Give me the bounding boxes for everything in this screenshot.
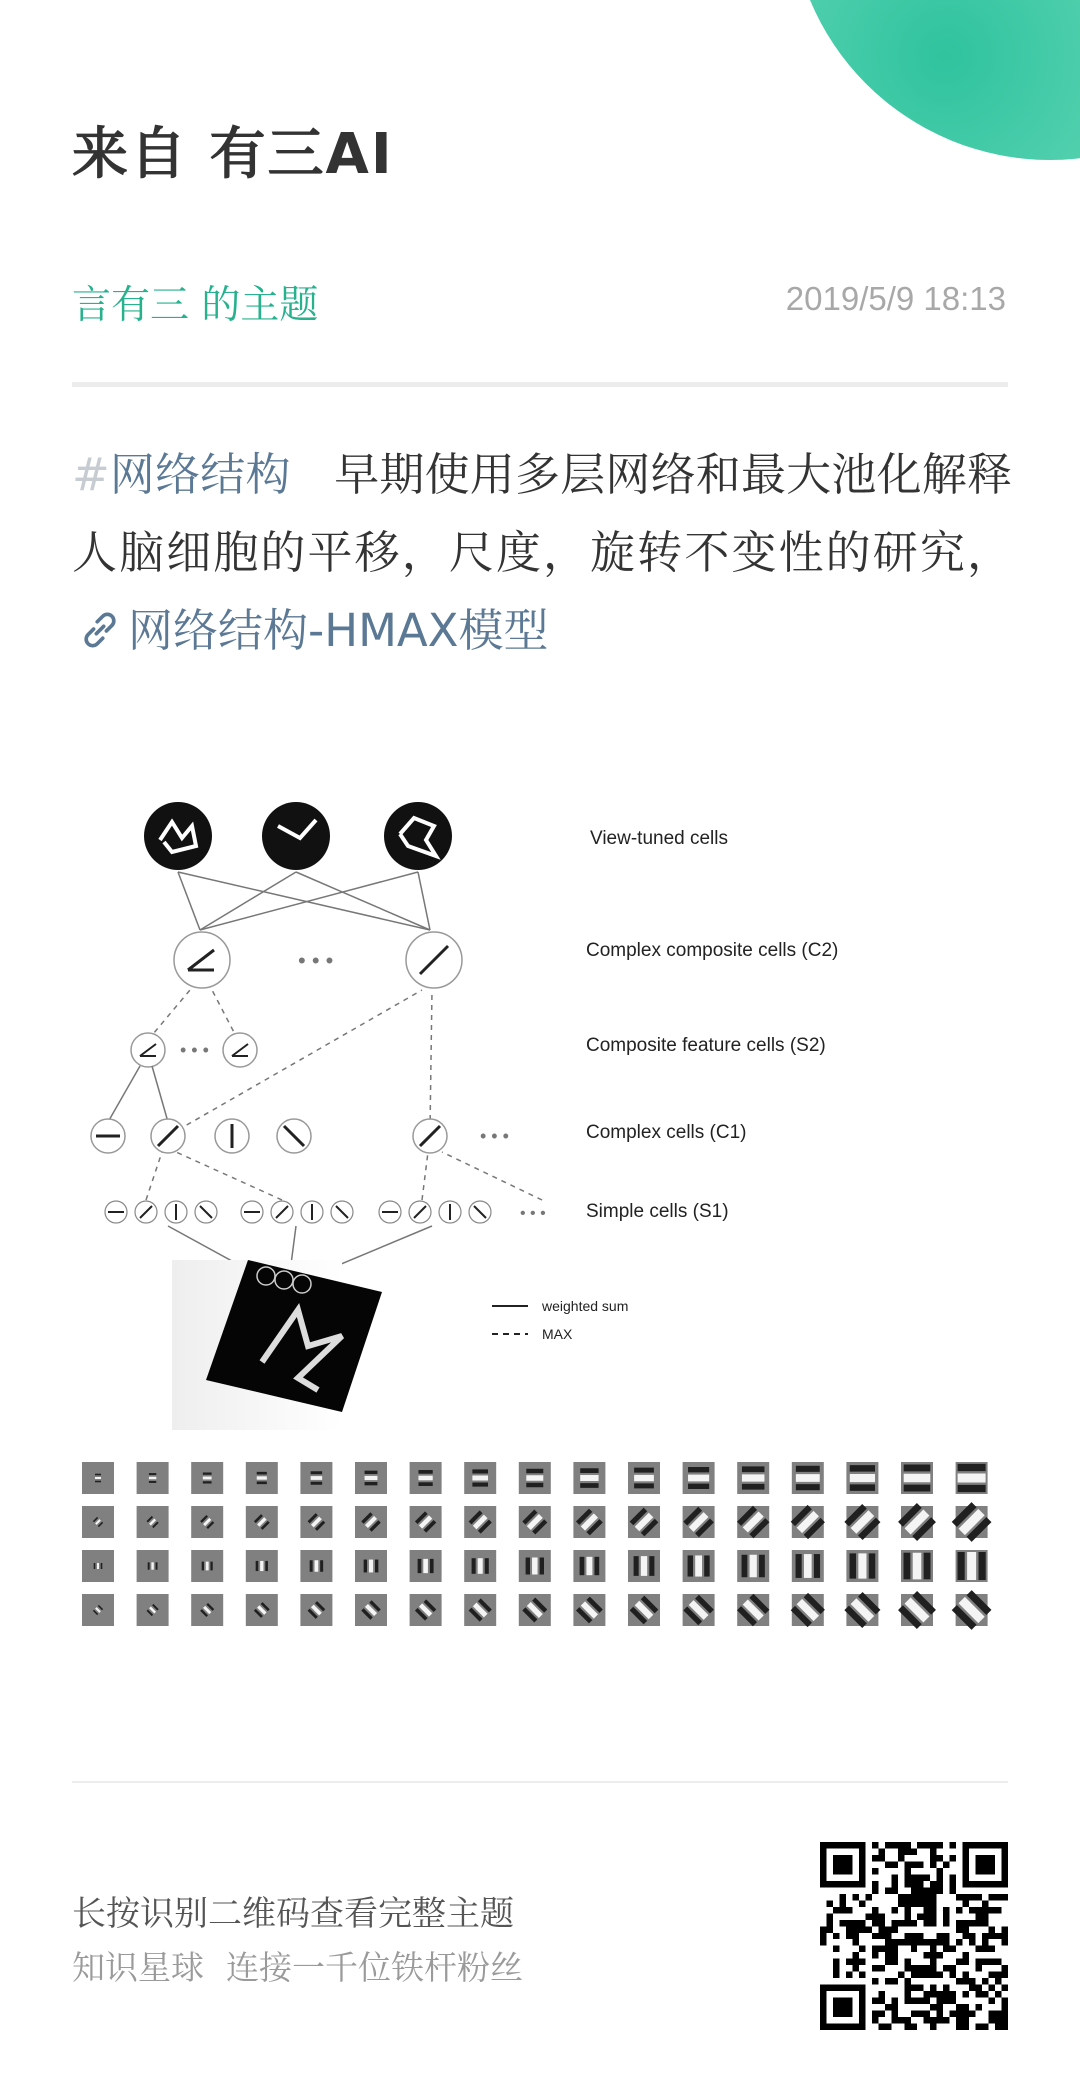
filter-tile xyxy=(901,1550,933,1582)
filter-tile xyxy=(628,1462,660,1494)
filter-tile xyxy=(683,1550,715,1582)
filter-tile xyxy=(191,1594,223,1626)
filter-tile xyxy=(137,1550,169,1582)
layer-labels xyxy=(586,828,838,1222)
svg-text:• • •: • • • xyxy=(298,948,334,973)
filter-tile xyxy=(355,1462,387,1494)
label-s2: Composite feature cells (S2) xyxy=(586,1035,826,1056)
filter-tile xyxy=(82,1506,114,1538)
page-title: 来自 有三AI xyxy=(72,122,394,187)
filter-tile xyxy=(737,1594,769,1626)
label-s1: Simple cells (S1) xyxy=(586,1201,729,1222)
filter-tile xyxy=(410,1462,442,1494)
brand-slogan: 连接一千位铁杆粉丝 xyxy=(226,1948,523,1987)
filter-tile xyxy=(901,1462,933,1494)
filter-tile xyxy=(246,1550,278,1582)
filter-tile xyxy=(792,1506,824,1538)
filter-tile xyxy=(464,1506,496,1538)
simple-cells-row xyxy=(105,1201,546,1223)
article-link[interactable]: 网络结构-HMAX模型 xyxy=(128,604,549,657)
filter-tile xyxy=(956,1462,988,1494)
filter-tile xyxy=(956,1550,988,1582)
filter-tile xyxy=(737,1506,769,1538)
filter-tile xyxy=(954,1593,989,1628)
qr-prompt-text: 长按识别二维码查看完整主题 xyxy=(72,1894,514,1934)
filter-tile xyxy=(191,1550,223,1582)
legend-max: MAX xyxy=(542,1326,573,1342)
filter-tile xyxy=(519,1550,551,1582)
post-timestamp: 2019/5/9 18:13 xyxy=(785,280,1006,317)
filter-tile xyxy=(410,1506,442,1538)
filter-tile xyxy=(137,1506,169,1538)
filter-tile xyxy=(300,1462,332,1494)
filter-tile xyxy=(464,1550,496,1582)
view-tuned-cells xyxy=(144,802,452,870)
filter-tile xyxy=(792,1594,824,1626)
filter-tile xyxy=(464,1462,496,1494)
filter-tile xyxy=(464,1594,496,1626)
filter-tile xyxy=(519,1506,551,1538)
filter-tile xyxy=(900,1593,933,1626)
filter-tile xyxy=(954,1505,989,1540)
post-body xyxy=(72,436,1012,670)
filter-tile xyxy=(573,1550,605,1582)
filter-tile xyxy=(246,1594,278,1626)
filter-tile xyxy=(683,1462,715,1494)
label-view-tuned: View-tuned cells xyxy=(590,828,729,849)
filter-tile xyxy=(137,1594,169,1626)
filter-tile xyxy=(519,1594,551,1626)
hashtag-link[interactable]: 网络结构 xyxy=(109,448,291,501)
filter-tile xyxy=(573,1506,605,1538)
filter-tile xyxy=(355,1506,387,1538)
label-c2: Complex composite cells (C2) xyxy=(586,940,839,961)
filter-tile xyxy=(737,1462,769,1494)
decorative-corner-circle xyxy=(790,0,1080,160)
filter-tile xyxy=(846,1550,878,1582)
filter-tile xyxy=(573,1594,605,1626)
filter-tile xyxy=(355,1594,387,1626)
filter-tile xyxy=(792,1462,824,1494)
brand-name: 知识星球 xyxy=(72,1948,204,1987)
filter-tile xyxy=(300,1550,332,1582)
diagram-legend xyxy=(492,1298,628,1342)
filter-tile xyxy=(191,1462,223,1494)
filter-tile xyxy=(137,1462,169,1494)
filter-tile xyxy=(410,1594,442,1626)
svg-text:• • •: • • • xyxy=(520,1205,546,1222)
filter-tile xyxy=(628,1506,660,1538)
filter-tile xyxy=(300,1506,332,1538)
footer-subtitle xyxy=(72,1942,523,1989)
filter-tile xyxy=(355,1550,387,1582)
filter-tile xyxy=(792,1550,824,1582)
filter-tile xyxy=(246,1506,278,1538)
filter-tile xyxy=(628,1594,660,1626)
filter-tile xyxy=(300,1594,332,1626)
filter-tile xyxy=(846,1462,878,1494)
filter-tile xyxy=(573,1462,605,1494)
hash-symbol: # xyxy=(72,448,110,501)
filter-tile xyxy=(82,1550,114,1582)
filter-tile xyxy=(191,1506,223,1538)
gabor-filter-bank xyxy=(82,1462,989,1627)
filter-tile xyxy=(82,1462,114,1494)
filter-tile xyxy=(683,1506,715,1538)
filter-tile xyxy=(628,1550,660,1582)
filter-tile xyxy=(900,1505,933,1538)
post-text: 早期使用多层网络和最大池化解释人脑细胞的平移，尺度，旋转不变性的研究， xyxy=(72,448,1012,579)
svg-text:• • •: • • • xyxy=(180,1040,209,1060)
hmax-diagram-image xyxy=(72,760,1012,1680)
qr-code-icon[interactable] xyxy=(820,1842,1008,2030)
filter-tile xyxy=(846,1506,878,1538)
svg-text:• • •: • • • xyxy=(480,1126,509,1146)
filter-tile xyxy=(82,1594,114,1626)
filter-tile xyxy=(846,1594,878,1626)
header-divider xyxy=(72,382,1008,387)
filter-tile xyxy=(519,1462,551,1494)
footer-divider xyxy=(72,1781,1008,1783)
filter-tile xyxy=(246,1462,278,1494)
filter-tile xyxy=(410,1550,442,1582)
legend-weighted-sum: weighted sum xyxy=(542,1298,629,1314)
filter-tile xyxy=(737,1550,769,1582)
link-icon xyxy=(78,608,122,652)
author-topic-link[interactable]: 言有三 的主题 xyxy=(72,283,319,328)
filter-tile xyxy=(683,1594,715,1626)
label-c1: Complex cells (C1) xyxy=(586,1122,747,1143)
